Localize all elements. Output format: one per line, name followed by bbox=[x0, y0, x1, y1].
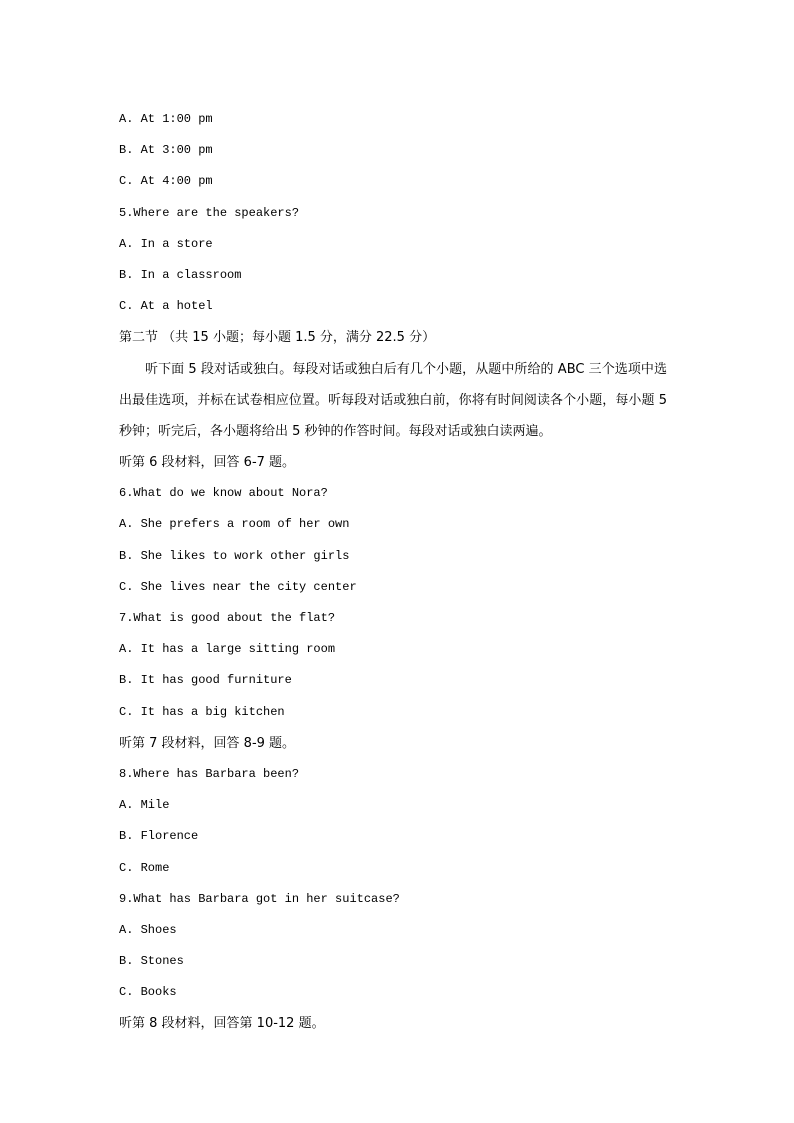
q9-option-a: A. Shoes bbox=[119, 922, 177, 937]
passage6-intro: 听第 6 段材料，回答 6-7 题。 bbox=[119, 455, 296, 471]
q5-option-b: B. In a classroom bbox=[119, 267, 242, 282]
q4-option-a: A. At 1:00 pm bbox=[119, 112, 213, 126]
q5-option-c: C. At a hotel bbox=[119, 299, 213, 314]
q8-option-b: B. Florence bbox=[119, 829, 199, 844]
q6-question: 6.What do we know about Nora? bbox=[119, 486, 328, 501]
q7-option-c: C. It has a big kitchen bbox=[119, 704, 285, 719]
exam-page bbox=[119, 104, 679, 1040]
q9-option-b: B. Stones bbox=[119, 954, 184, 969]
q7-option-a: A. It has a large sitting room bbox=[119, 642, 336, 657]
q7-question: 7.What is good about the flat? bbox=[119, 611, 336, 626]
q9-question: 9.What has Barbara got in her suitcase? bbox=[119, 891, 400, 906]
passage7-intro: 听第 7 段材料，回答 8-9 题。 bbox=[119, 735, 296, 751]
q6-option-c: C. She lives near the city center bbox=[119, 579, 357, 594]
section2-heading: 第二节 （共 15 小题；每小题 1.5 分，满分 22.5 分） bbox=[119, 330, 436, 346]
q5-question: 5.Where are the speakers? bbox=[119, 205, 300, 220]
q4-option-b: B. At 3:00 pm bbox=[119, 143, 213, 158]
q4-option-c: C. At 4:00 pm bbox=[119, 174, 213, 189]
q9-option-c: C. Books bbox=[119, 985, 177, 1000]
q5-option-a: A. In a store bbox=[119, 236, 213, 251]
section2-instructions: 听下面 5 段对话或独白。每段对话或独白后有几个小题，从题中所给的 ABC 三个选项中选出最佳选项，并标在试卷相应位置。听每段对话或独白前，你将有时间阅读各个小题，每小题 5 秒钟；听完后，各小题将给出 5 秒钟的作答时间。每段对话或独白读两遍。 bbox=[119, 361, 667, 439]
q8-option-a: A. Mile bbox=[119, 798, 170, 813]
q6-option-b: B. She likes to work other girls bbox=[119, 548, 350, 563]
q6-option-a: A. She prefers a room of her own bbox=[119, 517, 350, 532]
q7-option-b: B. It has good furniture bbox=[119, 673, 292, 688]
q8-option-c: C. Rome bbox=[119, 860, 170, 875]
q8-question: 8.Where has Barbara been? bbox=[119, 766, 300, 781]
passage8-intro: 听第 8 段材料，回答第 10-12 题。 bbox=[119, 1016, 325, 1032]
